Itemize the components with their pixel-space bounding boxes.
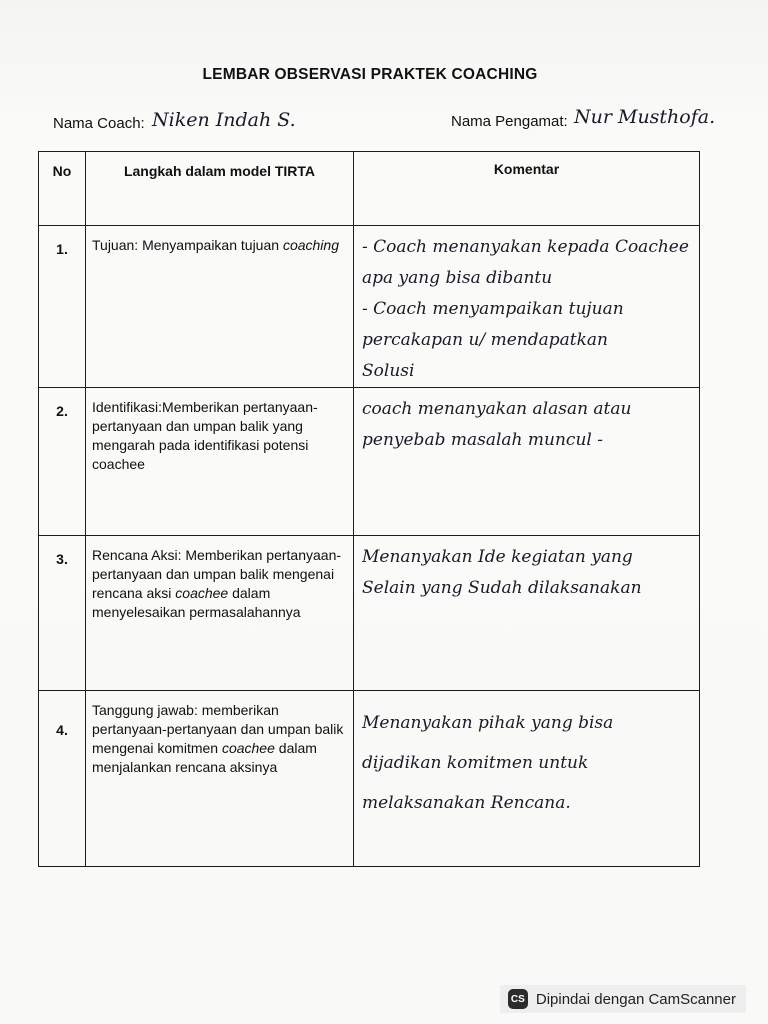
step-text: Rencana Aksi: Memberikan pertanyaan-pertanyaan dan umpan balik mengenai rencana aksi: [92, 547, 342, 601]
comment-line: apa yang bisa dibantu: [362, 268, 553, 288]
step-text-tail: dalam menjalankan rencana aksinya: [92, 740, 317, 775]
comment-line: melaksanakan Rencana.: [362, 793, 571, 813]
row-number: 2.: [39, 388, 86, 536]
table-row: [39, 388, 700, 536]
step-text: Tujuan: Menyampaikan tujuan: [92, 237, 280, 253]
step-text: Tanggung jawab: memberikan pertanyaan-pertanyaan dan umpan balik mengenai komitmen: [92, 702, 344, 756]
observer-name-handwritten: Nur Musthofa.: [574, 106, 716, 128]
header-step: Langkah dalam model TIRTA: [86, 152, 354, 226]
step-text-italic: coachee: [175, 585, 229, 601]
step-text-italic: coaching: [282, 237, 339, 253]
observation-table: [38, 151, 700, 867]
step-text-italic: coachee: [221, 740, 275, 756]
row-comment-handwritten: [354, 691, 700, 867]
comment-line: Selain yang Sudah dilaksanakan: [362, 578, 642, 598]
comment-line: dijadikan komitmen untuk: [362, 753, 589, 773]
row-step: [86, 691, 354, 867]
document-title: LEMBAR OBSERVASI PRAKTEK COACHING: [202, 66, 538, 83]
step-text-tail: dalam menyelesaikan permasalahannya: [92, 585, 301, 620]
coach-label: Nama Coach:: [53, 115, 145, 132]
row-step: [86, 388, 354, 536]
row-comment-handwritten: [354, 226, 700, 388]
row-step: [86, 226, 354, 388]
table-row: [39, 226, 700, 388]
step-text: Identifikasi:Memberikan pertanyaan-pertanyaan dan umpan balik yang mengarah pada identifikasi potensi coachee: [92, 399, 318, 472]
header-no: No: [39, 152, 86, 226]
table-header-row: [39, 152, 700, 226]
coach-name-handwritten: Niken Indah S.: [152, 109, 296, 131]
row-number: 4.: [39, 691, 86, 867]
observer-label: Nama Pengamat:: [451, 113, 568, 130]
camscanner-watermark: [500, 985, 746, 1013]
row-comment-handwritten: [354, 388, 700, 536]
comment-line: Solusi: [362, 361, 415, 381]
table-row: [39, 536, 700, 691]
comment-line: - Coach menyampaikan tujuan: [362, 299, 624, 319]
camscanner-icon: CS: [508, 989, 528, 1009]
comment-line: percakapan u/ mendapatkan: [362, 330, 608, 350]
comment-line: - Coach menanyakan kepada Coachee: [362, 237, 689, 257]
row-number: 1.: [39, 226, 86, 388]
comment-line: Menanyakan Ide kegiatan yang: [362, 547, 633, 567]
watermark-text: Dipindai dengan CamScanner: [535, 990, 736, 1008]
comment-line: penyebab masalah muncul -: [362, 430, 603, 450]
header-comment: Komentar: [354, 152, 700, 226]
row-number: 3.: [39, 536, 86, 691]
comment-line: Menanyakan pihak yang bisa: [362, 713, 614, 733]
comment-line: coach menanyakan alasan atau: [362, 399, 632, 419]
row-comment-handwritten: [354, 536, 700, 691]
row-step: [86, 536, 354, 691]
table-row: [39, 691, 700, 867]
